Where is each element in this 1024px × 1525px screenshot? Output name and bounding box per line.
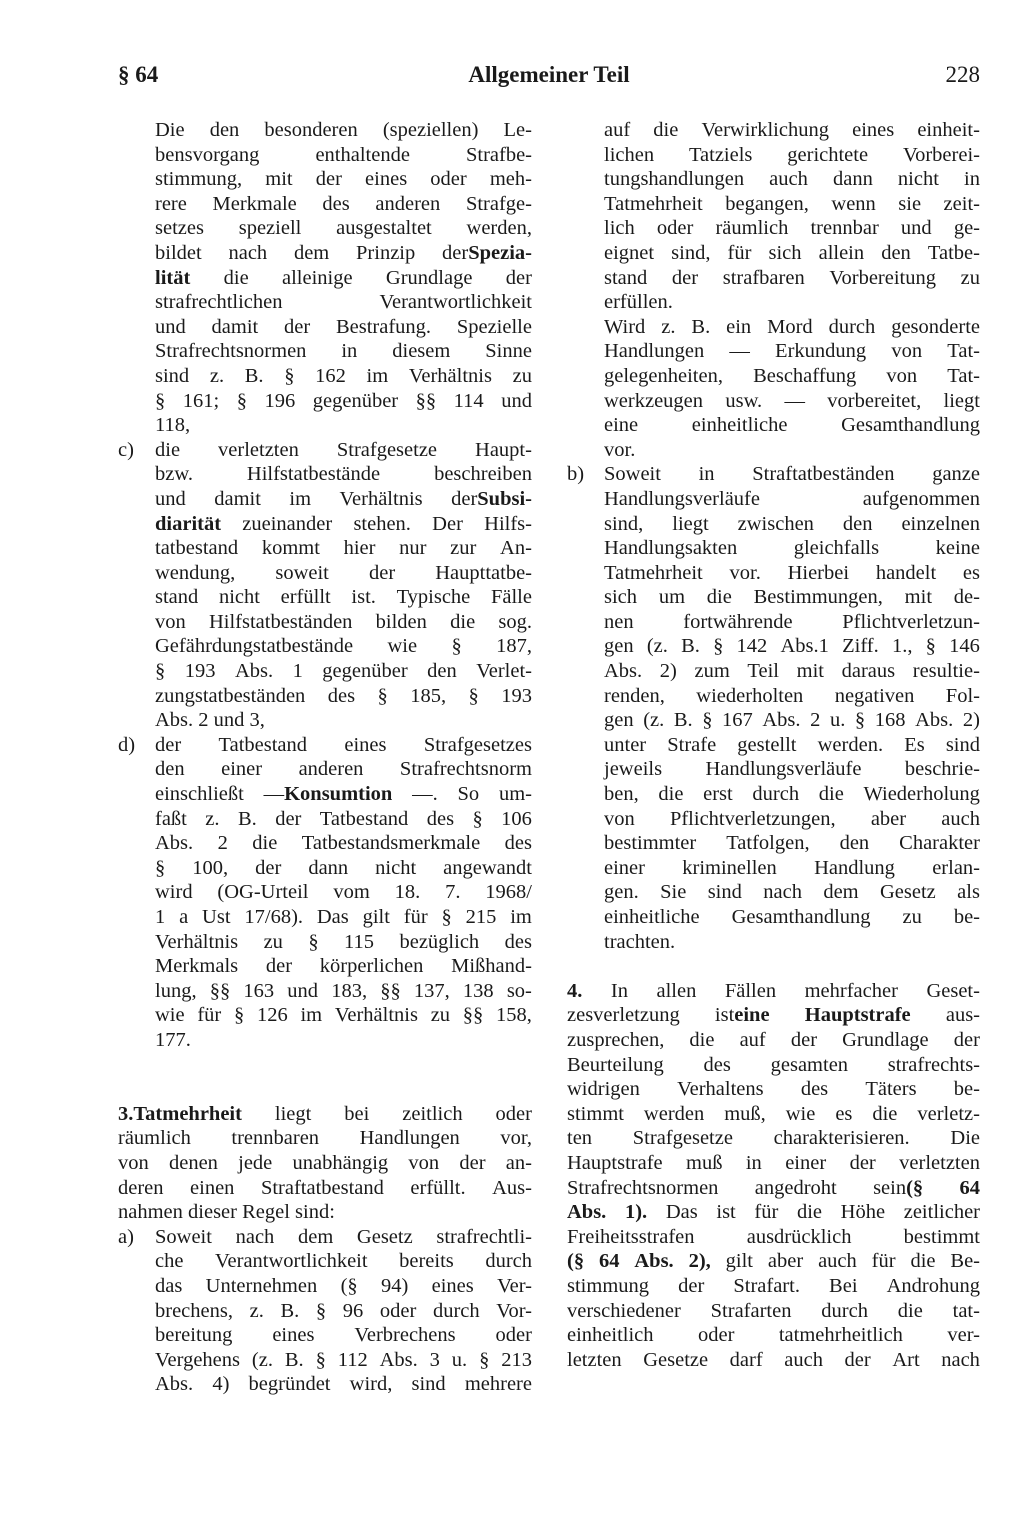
line-text: gen (z. B. § 142 Abs.1 Ziff. 1., § 146 bbox=[604, 635, 980, 658]
text-line bbox=[567, 1299, 980, 1324]
text-line bbox=[118, 266, 532, 291]
line-text: tatbestand kommt hier nur zur An- bbox=[155, 537, 532, 560]
line-text: widrigen Verhaltens des Täters be- bbox=[567, 1078, 980, 1101]
text-line bbox=[567, 708, 980, 733]
text-line bbox=[118, 659, 532, 684]
text-line bbox=[567, 733, 980, 758]
text-line bbox=[567, 413, 980, 438]
text-line bbox=[567, 143, 980, 168]
text-line bbox=[118, 905, 532, 930]
text-line bbox=[567, 339, 980, 364]
line-text: lität die alleinige Grundlage der bbox=[155, 266, 532, 289]
text-line bbox=[567, 512, 980, 537]
text-line bbox=[567, 659, 980, 684]
paragraph-gap bbox=[567, 954, 980, 979]
line-text: 118, bbox=[155, 414, 191, 437]
line-text: ben, die erst durch die Wiederholung bbox=[604, 783, 980, 806]
line-text: stimmt werden muß, wie es die verletz- bbox=[567, 1102, 980, 1125]
text-line bbox=[118, 1249, 532, 1274]
line-text: sich um die Bestimmungen, mit de- bbox=[604, 586, 980, 609]
line-text: erfüllen. bbox=[604, 291, 673, 314]
line-text: Handlungsakten gleichfalls keine bbox=[604, 537, 980, 560]
line-text: stimmung, mit der eines oder meh- bbox=[155, 168, 532, 191]
line-text: (§ 64 Abs. 2), gilt aber auch für die Be- bbox=[567, 1250, 980, 1273]
text-line bbox=[567, 782, 980, 807]
line-text: von denen jede unabhängig von der an- bbox=[118, 1151, 532, 1174]
text-line bbox=[567, 634, 980, 659]
text-line bbox=[118, 585, 532, 610]
text-line bbox=[118, 733, 532, 758]
line-text: strafrechtlichen Verantwortlichkeit bbox=[155, 291, 532, 314]
line-text: rere Merkmale des anderen Strafge- bbox=[155, 192, 532, 215]
line-text: Soweit nach dem Gesetz strafrechtli- bbox=[155, 1225, 532, 1248]
text-line bbox=[118, 610, 532, 635]
text-line bbox=[118, 487, 532, 512]
line-text: das Unternehmen (§ 94) eines Ver- bbox=[155, 1274, 532, 1297]
text-line bbox=[118, 364, 532, 389]
line-text: einheitlich oder tatmehrheitlich ver- bbox=[567, 1324, 980, 1347]
text-line bbox=[118, 462, 532, 487]
text-line bbox=[567, 1225, 980, 1250]
text-line bbox=[567, 462, 980, 487]
text-line bbox=[118, 1200, 532, 1225]
line-text: der Tatbestand eines Strafgesetzes bbox=[155, 733, 532, 756]
text-line bbox=[118, 536, 532, 561]
text-line bbox=[118, 1323, 532, 1348]
text-line bbox=[567, 266, 980, 291]
text-line bbox=[567, 561, 980, 586]
line-text: eine einheitliche Gesamthandlung bbox=[604, 414, 980, 437]
line-text: bensvorgang enthaltende Strafbe- bbox=[155, 143, 532, 166]
line-text: die verletzten Strafgesetze Haupt- bbox=[155, 438, 532, 461]
line-text: zesverletzung isteine Hauptstrafe aus- bbox=[567, 1004, 980, 1027]
line-text: faßt z. B. der Tatbestand des § 106 bbox=[155, 807, 532, 830]
text-line bbox=[118, 561, 532, 586]
line-text: einer kriminellen Handlung erlan- bbox=[604, 856, 980, 879]
line-text: Freiheitsstrafen ausdrücklich bestimmt bbox=[567, 1225, 980, 1248]
line-text: jeweils Handlungsverläufe beschrie- bbox=[604, 758, 980, 781]
line-text: Strafrechtsnormen in diesem Sinne bbox=[155, 340, 532, 363]
text-line bbox=[118, 1225, 532, 1250]
line-text: einheitliche Gesamthandlung zu be- bbox=[604, 906, 980, 928]
text-line bbox=[567, 1102, 980, 1127]
line-text: verschiedener Strafarten durch die tat- bbox=[567, 1299, 980, 1322]
section-marker: § 64 bbox=[118, 62, 159, 87]
line-text: tungshandlungen auch dann nicht in bbox=[604, 168, 980, 191]
line-text: nahmen dieser Regel sind: bbox=[118, 1201, 335, 1224]
text-line bbox=[118, 1151, 532, 1176]
right-column bbox=[567, 118, 980, 1372]
line-text: und damit der Bestrafung. Spezielle bbox=[155, 315, 532, 338]
line-text: werkzeugen usw. — vorbereitet, liegt bbox=[604, 389, 980, 412]
line-text: zusprechen, die auf der Grundlage der bbox=[567, 1028, 980, 1051]
text-line bbox=[567, 438, 980, 463]
line-text: bildet nach dem Prinzip derSpezia- bbox=[155, 241, 532, 264]
line-text: 3.Tatmehrheit liegt bei zeitlich oder bbox=[118, 1102, 532, 1125]
line-text: von Hilfstatbeständen bilden die sog. bbox=[155, 610, 532, 633]
text-line bbox=[118, 315, 532, 340]
line-text: Vergehens (z. B. § 112 Abs. 3 u. § 213 bbox=[155, 1348, 532, 1371]
line-text: von Pflichtverletzungen, aber auch bbox=[604, 807, 980, 830]
text-line bbox=[567, 118, 980, 143]
text-line bbox=[567, 290, 980, 315]
text-line bbox=[118, 1102, 532, 1127]
text-line bbox=[118, 757, 532, 782]
text-line bbox=[118, 880, 532, 905]
text-line bbox=[567, 1151, 980, 1176]
line-text: gelegenheiten, Beschaffung von Tat- bbox=[604, 364, 980, 387]
line-text: und damit im Verhältnis derSubsi- bbox=[155, 487, 532, 510]
page-title: Allgemeiner Teil bbox=[468, 62, 630, 87]
text-line bbox=[118, 389, 532, 414]
line-text: nen fortwährende Pflichtverletzun- bbox=[604, 610, 980, 633]
text-line bbox=[567, 880, 980, 905]
text-line bbox=[567, 1323, 980, 1348]
line-text: § 193 Abs. 1 gegenüber den Verlet- bbox=[155, 660, 532, 683]
text-line bbox=[567, 192, 980, 217]
text-line bbox=[567, 610, 980, 635]
text-line bbox=[567, 585, 980, 610]
text-line bbox=[567, 757, 980, 782]
text-line bbox=[118, 1274, 532, 1299]
line-text: auf die Verwirklichung eines einheit- bbox=[604, 119, 980, 141]
line-text: räumlich trennbaren Handlungen vor, bbox=[118, 1127, 532, 1150]
line-text: Abs. 4) begründet wird, sind mehrere bbox=[155, 1373, 532, 1396]
line-text: stimmung der Strafart. Bei Androhung bbox=[567, 1274, 980, 1297]
paragraph-gap bbox=[118, 1077, 532, 1102]
list-marker: d) bbox=[118, 733, 136, 756]
line-text: Merkmals der körperlichen Mißhand- bbox=[155, 955, 532, 978]
text-line bbox=[118, 216, 532, 241]
list-marker: a) bbox=[118, 1225, 134, 1248]
text-line bbox=[567, 1249, 980, 1274]
line-text: einschließt —Konsumtion —. So um- bbox=[155, 783, 532, 806]
line-text: 1 a Ust 17/68). Das gilt für § 215 im bbox=[155, 906, 532, 928]
line-text: 177. bbox=[155, 1028, 191, 1051]
text-line bbox=[118, 708, 532, 733]
text-line bbox=[567, 1274, 980, 1299]
list-marker: b) bbox=[567, 463, 585, 486]
text-line bbox=[118, 1126, 532, 1151]
text-line bbox=[118, 1348, 532, 1373]
line-text: lichen Tatziels gerichtete Vorberei- bbox=[604, 143, 980, 166]
text-line bbox=[567, 364, 980, 389]
line-text: § 161; § 196 gegenüber §§ 114 und bbox=[155, 389, 532, 412]
line-text: gen (z. B. § 167 Abs. 2 u. § 168 Abs. 2) bbox=[604, 709, 980, 732]
line-text: Soweit in Straftatbeständen ganze bbox=[604, 463, 980, 486]
text-line bbox=[118, 413, 532, 438]
text-line bbox=[567, 831, 980, 856]
line-text: Tatmehrheit begangen, wenn sie zeit- bbox=[604, 192, 980, 215]
text-line bbox=[118, 143, 532, 168]
text-line bbox=[118, 831, 532, 856]
text-line bbox=[567, 241, 980, 266]
text-line bbox=[118, 954, 532, 979]
line-text: gen. Sie sind nach dem Gesetz als bbox=[604, 881, 980, 904]
list-marker: c) bbox=[118, 438, 134, 461]
text-line bbox=[118, 1028, 532, 1053]
text-line bbox=[567, 856, 980, 881]
text-line bbox=[567, 167, 980, 192]
line-text: unter Strafe gestellt werden. Es sind bbox=[604, 733, 980, 756]
text-line bbox=[118, 241, 532, 266]
text-line bbox=[118, 118, 532, 143]
text-line bbox=[567, 1077, 980, 1102]
text-line bbox=[118, 979, 532, 1004]
text-line bbox=[118, 339, 532, 364]
text-line bbox=[118, 1372, 532, 1397]
left-column bbox=[118, 118, 532, 1397]
text-line bbox=[567, 1053, 980, 1078]
text-line bbox=[118, 782, 532, 807]
text-line bbox=[567, 1028, 980, 1053]
line-text: bestimmter Tatfolgen, den Charakter bbox=[604, 832, 980, 855]
text-line bbox=[567, 1200, 980, 1225]
line-text: lung, §§ 163 und 183, §§ 137, 138 so- bbox=[155, 979, 532, 1002]
line-text: sind z. B. § 162 im Verhältnis zu bbox=[155, 364, 532, 387]
line-text: 4. In allen Fällen mehrfacher Geset- bbox=[567, 979, 980, 1002]
line-text: wie für § 126 im Verhältnis zu §§ 158, bbox=[155, 1004, 532, 1027]
line-text: bereitung eines Verbrechens oder bbox=[155, 1324, 532, 1347]
text-line bbox=[567, 1126, 980, 1151]
line-text: Strafrechtsnormen angedroht sein(§ 64 bbox=[567, 1176, 980, 1199]
text-line bbox=[118, 684, 532, 709]
text-line bbox=[567, 905, 980, 930]
text-line bbox=[118, 1299, 532, 1324]
line-text: setzes speziell ausgestaltet werden, bbox=[155, 217, 532, 240]
text-line bbox=[567, 216, 980, 241]
text-line bbox=[567, 807, 980, 832]
text-line bbox=[118, 512, 532, 537]
line-text: che Verantwortlichkeit bereits durch bbox=[155, 1250, 532, 1273]
line-text: bzw. Hilfstatbestände beschreiben bbox=[155, 463, 532, 486]
text-line bbox=[118, 807, 532, 832]
line-text: Abs. 1). Das ist für die Höhe zeitlicher bbox=[567, 1201, 980, 1224]
text-line bbox=[118, 167, 532, 192]
paragraph-gap bbox=[118, 1053, 532, 1078]
line-text: lich oder räumlich trennbar und ge- bbox=[604, 217, 980, 240]
line-text: vor. bbox=[604, 438, 636, 461]
text-line bbox=[567, 536, 980, 561]
line-text: § 100, der dann nicht angewandt bbox=[155, 856, 532, 879]
line-text: zungstatbeständen des § 185, § 193 bbox=[155, 684, 532, 707]
text-line bbox=[567, 930, 980, 955]
line-text: Die den besonderen (speziellen) Le- bbox=[155, 119, 532, 141]
text-line bbox=[118, 438, 532, 463]
line-text: renden, wiederholten negativen Fol- bbox=[604, 684, 980, 707]
text-line bbox=[567, 1176, 980, 1201]
line-text: Beurteilung des gesamten strafrechts- bbox=[567, 1053, 980, 1076]
line-text: wird (OG-Urteil vom 18. 7. 1968/ bbox=[155, 881, 532, 904]
line-text: stand nicht erfüllt ist. Typische Fälle bbox=[155, 586, 532, 609]
text-line bbox=[118, 930, 532, 955]
line-text: ten Strafgesetze charakterisieren. Die bbox=[567, 1127, 980, 1150]
text-line bbox=[118, 634, 532, 659]
line-text: Wird z. B. ein Mord durch gesonderte bbox=[604, 315, 980, 338]
line-text: Gefährdungstatbestände wie § 187, bbox=[155, 635, 532, 658]
line-text: Verhältnis zu § 115 bezüglich des bbox=[155, 930, 532, 953]
line-text: Handlungen — Erkundung von Tat- bbox=[604, 340, 980, 363]
line-text: Abs. 2 und 3, bbox=[155, 709, 265, 732]
line-text: wendung, soweit der Haupttatbe- bbox=[155, 561, 532, 584]
text-line bbox=[118, 192, 532, 217]
text-line bbox=[567, 1003, 980, 1028]
line-text: letzten Gesetze darf auch der Art nach bbox=[567, 1348, 980, 1371]
text-line bbox=[118, 856, 532, 881]
text-line bbox=[567, 389, 980, 414]
text-line bbox=[118, 1176, 532, 1201]
line-text: Handlungsverläufe aufgenommen bbox=[604, 487, 980, 510]
line-text: trachten. bbox=[604, 930, 676, 953]
line-text: Tatmehrheit vor. Hierbei handelt es bbox=[604, 561, 980, 584]
line-text: brechens, z. B. § 96 oder durch Vor- bbox=[155, 1299, 532, 1322]
line-text: sind, liegt zwischen den einzelnen bbox=[604, 512, 980, 535]
text-line bbox=[567, 684, 980, 709]
line-text: Abs. 2) zum Teil mit daraus resultie- bbox=[604, 660, 980, 683]
line-text: den einer anderen Strafrechtsnorm bbox=[155, 758, 532, 781]
line-text: Abs. 2 die Tatbestandsmerkmale des bbox=[155, 832, 532, 855]
page-number: 228 bbox=[945, 62, 980, 87]
page-header bbox=[118, 62, 980, 98]
text-line bbox=[118, 1003, 532, 1028]
line-text: stand der strafbaren Vorbereitung zu bbox=[604, 266, 980, 289]
text-line bbox=[118, 290, 532, 315]
line-text: Hauptstrafe muß in einer der verletzten bbox=[567, 1151, 980, 1174]
line-text: deren einen Straftatbestand erfüllt. Aus- bbox=[118, 1176, 532, 1199]
line-text: diarität zueinander stehen. Der Hilfs- bbox=[155, 512, 532, 535]
line-text: eignet sind, für sich allein den Tatbe- bbox=[604, 241, 980, 264]
text-line bbox=[567, 487, 980, 512]
text-line bbox=[567, 979, 980, 1004]
text-line bbox=[567, 1348, 980, 1373]
text-line bbox=[567, 315, 980, 340]
